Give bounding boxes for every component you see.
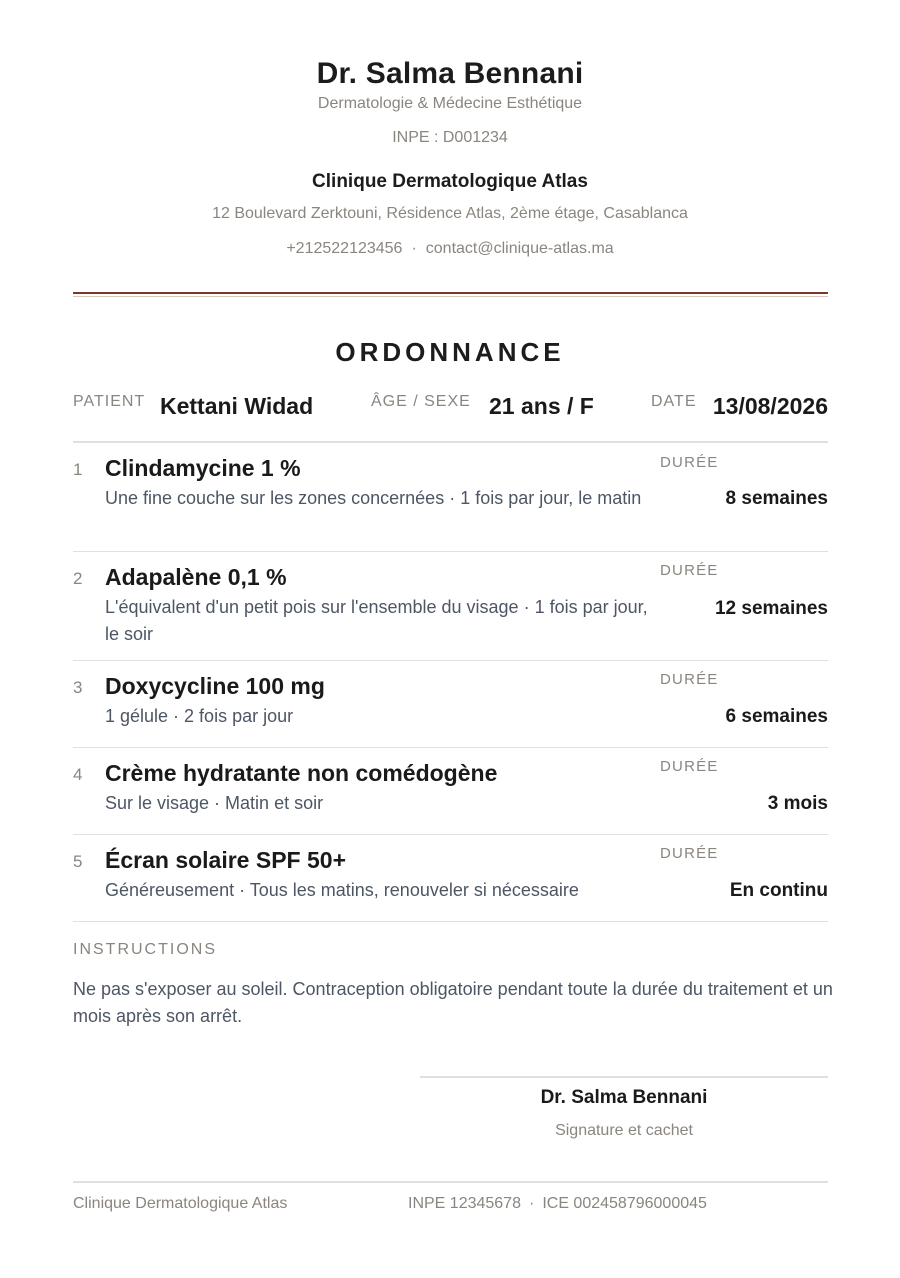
medication-number: 2 (73, 569, 83, 588)
clinic-address: 12 Boulevard Zerktouni, Résidence Atlas, 2ème étage, Casablanca (212, 205, 688, 222)
duration-value: En continu (729, 880, 828, 901)
patient-name: Kettani Widad (160, 393, 314, 419)
patient-label: PATIENT (73, 393, 146, 410)
signature-line (420, 1076, 828, 1078)
medication-number: 1 (73, 460, 83, 479)
medication-number: 3 (73, 678, 83, 697)
document-title: ORDONNANCE (335, 337, 565, 367)
footer-divider (73, 1181, 828, 1183)
duration-value: 12 semaines (714, 598, 828, 619)
contact-separator: · (411, 240, 417, 257)
medication-item (73, 443, 828, 551)
age-sex-label: ÂGE / SEXE (371, 393, 471, 410)
duration-label: DURÉE (660, 562, 719, 579)
duration-value: 3 mois (767, 793, 828, 814)
medication-name: Clindamycine 1 % (105, 455, 301, 481)
medication-item (73, 835, 828, 921)
medication-item (73, 661, 828, 747)
medication-name: Doxycycline 100 mg (105, 673, 325, 699)
clinic-name: Clinique Dermatologique Atlas (312, 171, 588, 192)
duration-label: DURÉE (660, 671, 719, 688)
signature-caption: Signature et cachet (555, 1122, 693, 1139)
footer-ids (408, 1195, 707, 1213)
duration-label: DURÉE (660, 758, 719, 775)
medication-name: Écran solaire SPF 50+ (105, 847, 346, 873)
footer-separator: · (528, 1195, 535, 1212)
medication-dosage: 1 gélule · 2 fois par jour (105, 706, 294, 726)
medication-item (73, 552, 828, 660)
medication-divider (73, 921, 828, 922)
footer-clinic: Clinique Dermatologique Atlas (73, 1195, 288, 1212)
instructions-text: Ne pas s'exposer au soleil. Contraception obligatoire pendant toute la durée du traitement et un mois après son arrêt. (73, 979, 833, 1026)
footer-ice: ICE 002458796000045 (542, 1195, 707, 1212)
clinic-contact (0, 240, 900, 258)
clinic-phone: +212522123456 (286, 240, 403, 257)
doctor-inpe: INPE : D001234 (392, 129, 508, 146)
duration-value: 6 semaines (725, 706, 828, 727)
medication-dosage: L'équivalent d'un petit pois sur l'ensemble du visage · 1 fois par jour, le soir (105, 597, 648, 644)
duration-value: 8 semaines (725, 488, 828, 509)
prescription-date: 13/08/2026 (712, 393, 828, 419)
medication-number: 5 (73, 852, 83, 871)
medication-item (73, 748, 828, 834)
doctor-name: Dr. Salma Bennani (316, 57, 584, 90)
duration-label: DURÉE (660, 454, 719, 471)
medication-dosage: Sur le visage · Matin et soir (105, 793, 324, 813)
medication-dosage: Généreusement · Tous les matins, renouveler si nécessaire (105, 880, 579, 900)
medication-name: Adapalène 0,1 % (105, 564, 287, 590)
duration-label: DURÉE (660, 845, 719, 862)
date-label: DATE (651, 393, 697, 410)
doctor-specialty: Dermatologie & Médecine Esthétique (317, 95, 583, 112)
patient-age-sex: 21 ans / F (489, 393, 594, 419)
medication-dosage: Une fine couche sur les zones concernées · 1 fois par jour, le matin (105, 488, 642, 508)
clinic-email: contact@clinique-atlas.ma (425, 240, 614, 257)
signature-doctor-name: Dr. Salma Bennani (540, 1087, 708, 1108)
instructions-label: INSTRUCTIONS (73, 941, 217, 958)
medication-name: Crème hydratante non comédogène (105, 760, 498, 786)
footer-inpe: INPE 12345678 (408, 1195, 521, 1212)
medication-number: 4 (73, 765, 83, 784)
header-divider (73, 292, 828, 294)
